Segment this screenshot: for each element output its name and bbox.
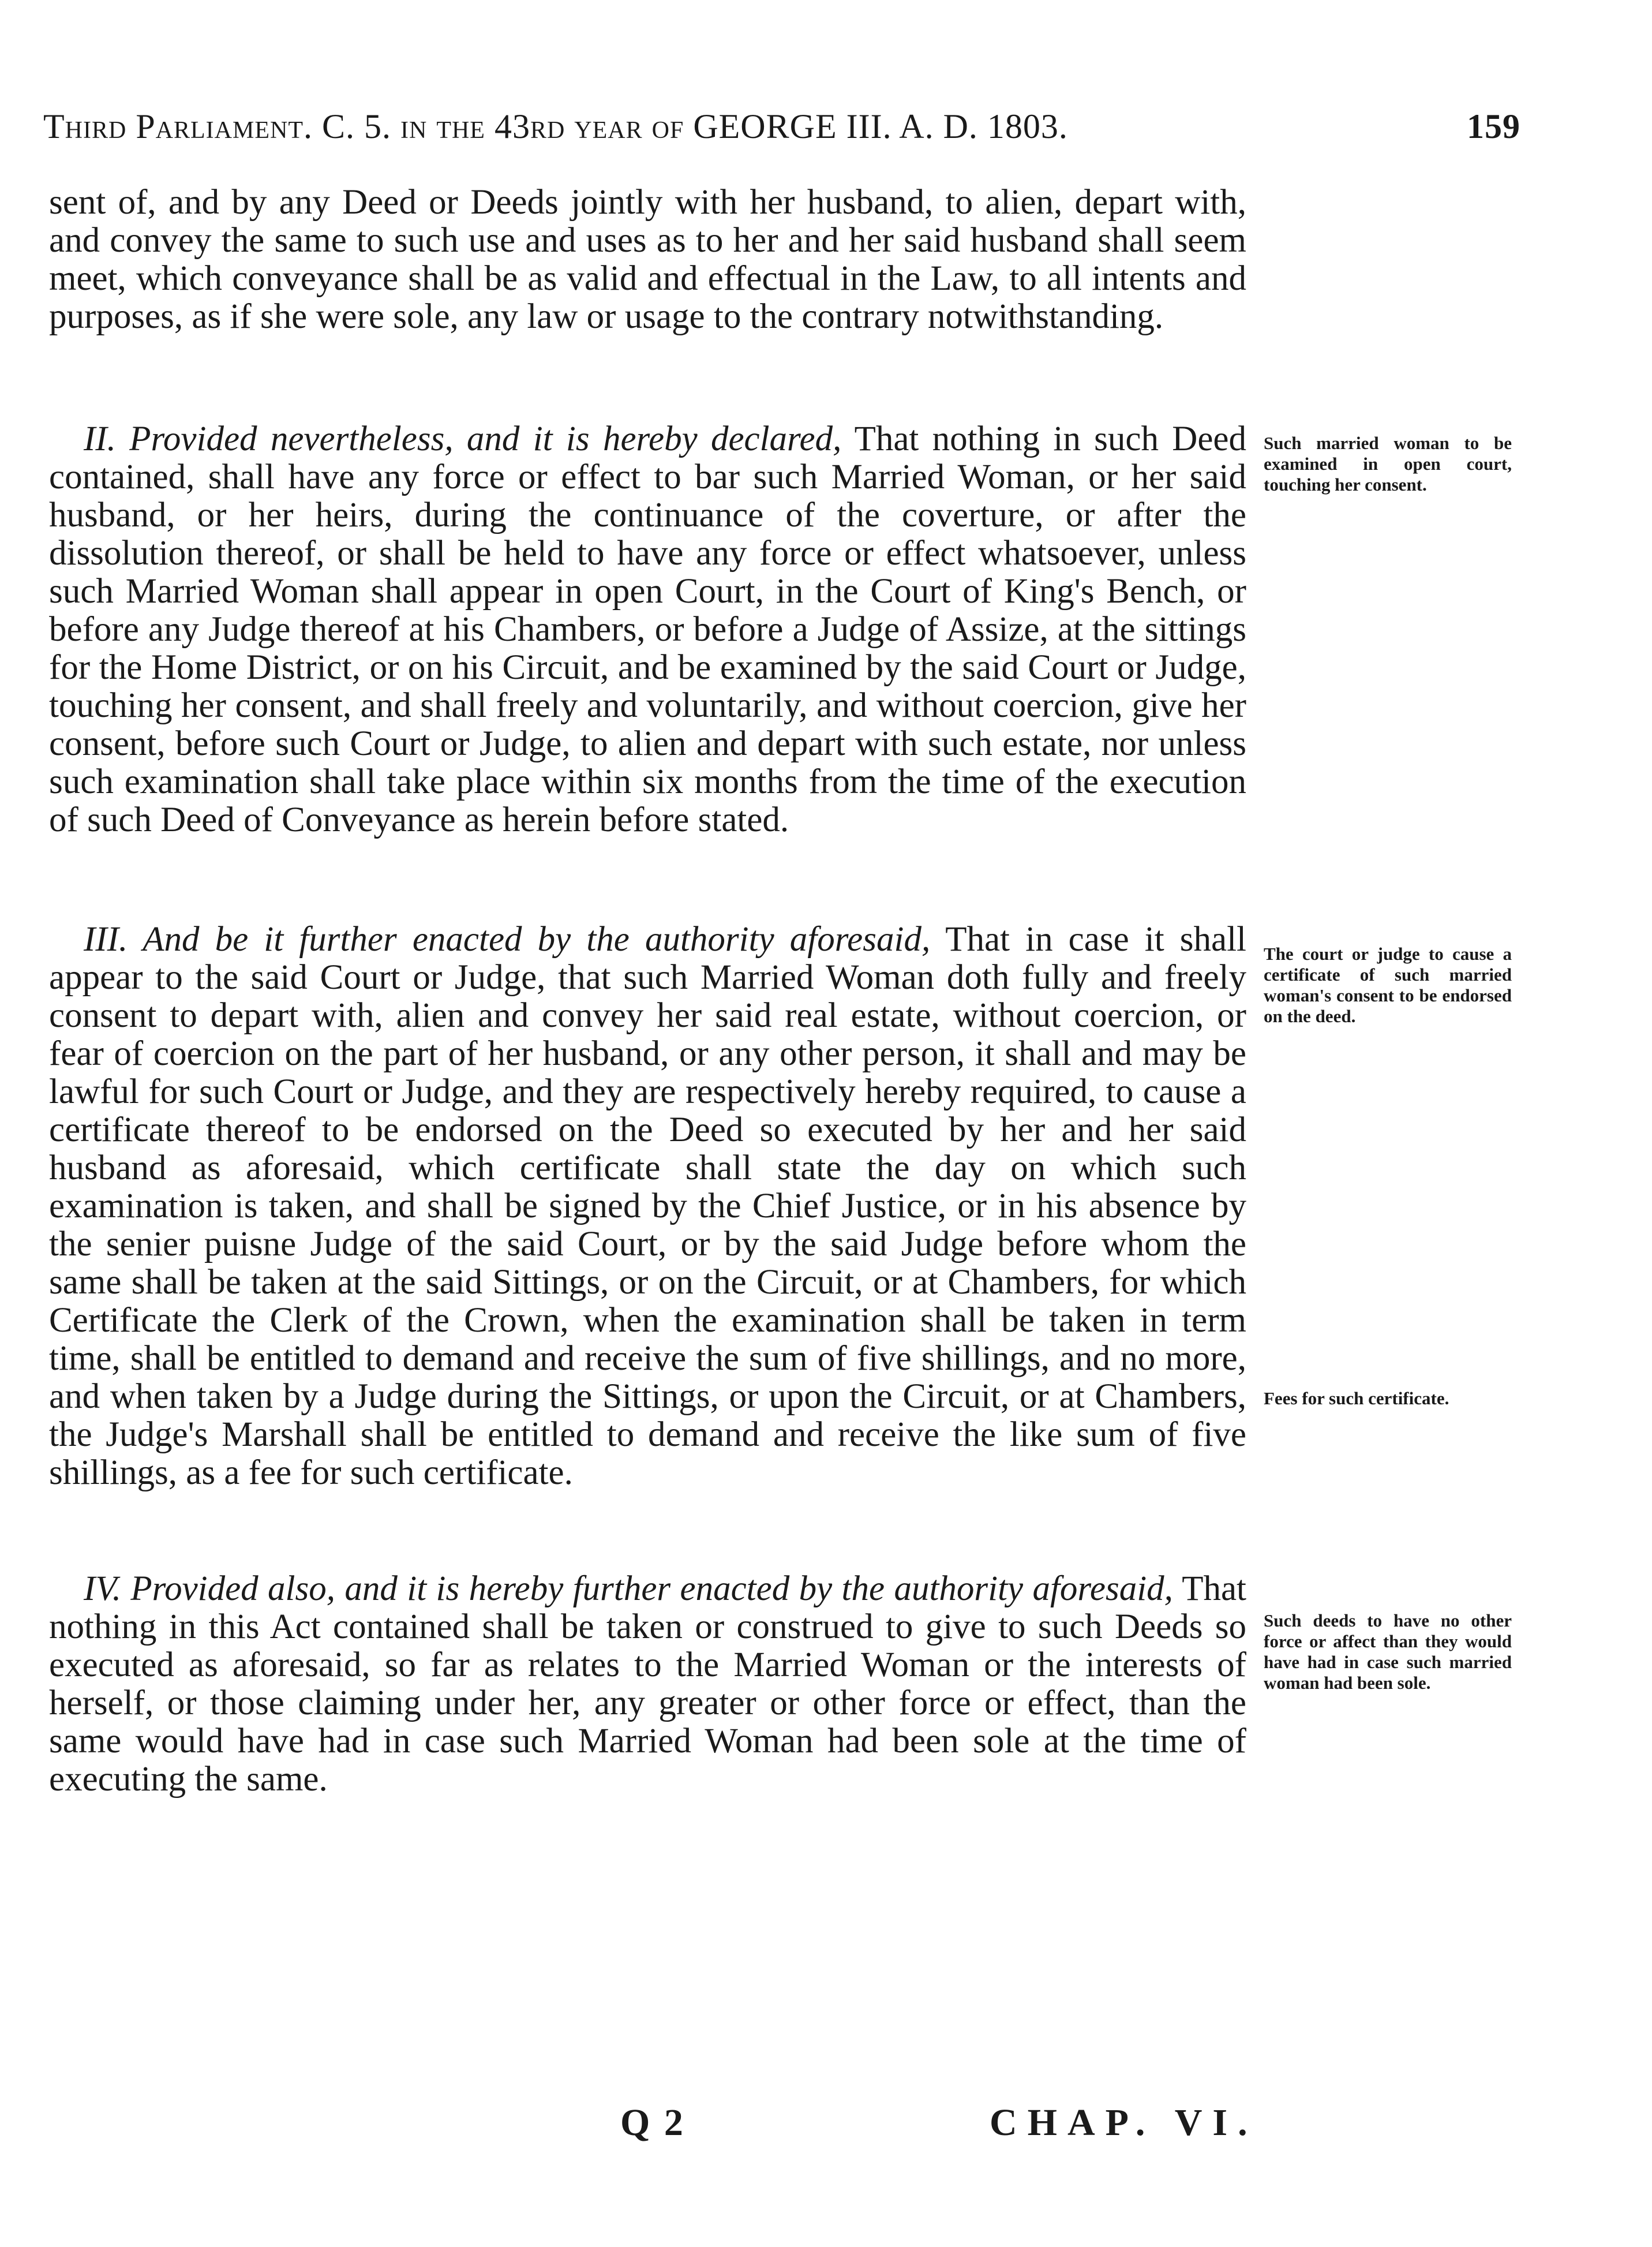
section-continuation [49,184,1246,388]
section-iv [49,1570,1246,1812]
page-header [43,107,1520,159]
margin-note: Such deeds to have no other force or affect than they would have had in case such married woman had been sole. [1264,1610,1512,1693]
section-ii [49,420,1246,888]
running-title: Third Parliament. C. 5. in the 43rd year of GEORGE III. A. D. 1803. [43,107,1068,145]
section-text: That nothing in this Act contained shall be taken or construed to give to such Deeds so executed as aforesaid, so far as relates to the Married Woman or the interests of herself, or those claiming under her, any greater or other force or effect, than the same would have had in case such Married Woman had been sole at the time of executing the same. [49,1569,1246,1799]
margin-note: The court or judge to cause a certificate of such married woman's consent to be endorsed on the deed. [1264,944,1512,1026]
page-number: 159 [1467,107,1520,145]
section-text: That nothing in such Deed contained, shall have any force or effect to bar such Married Woman, or her said husband, or her heirs, during the continuance of the coverture, or after the dissolution thereof, or shall be held to have any force or effect whatsoever, unless such Married Woman shall appear in open Court, in the Court of King's Bench, or before any Judge thereof at his Chambers, or before a Judge of Assize, at the sittings for the Home District, or on his Circuit, and be examined by the said Court or Judge, touching her consent, and shall freely and voluntarily, and without coercion, give her consent, before such Court or Judge, to alien and depart with such estate, nor unless such examination shall take place within six months from the time of the execution of such Deed of Conveyance as herein before stated. [49,420,1246,839]
section-lead: IV. Provided also, and it is hereby further enacted by the authority aforesaid, [84,1569,1173,1608]
section-lead: III. And be it further enacted by the authority aforesaid, [84,920,931,959]
section-text: That in case it shall appear to the said Court or Judge, that such Married Woman doth fully and freely consent to depart with, alien and convey her said real estate, without coercion, or fear of coercion on the part of her husband, or any other person, it shall and may be lawful for such Court or Judge, and they are respectively hereby required, to cause a certificate thereof to be endorsed on the Deed so executed by her and her said husband as aforesaid, which certificate shall state the day on which such examination is taken, and shall be signed by the Chief Justice, or in his absence by the senier puisne Judge of the said Court, or by the said Judge before whom the same shall be taken at the said Sittings, or on the Circuit, or at Chambers, for which Certificate the Clerk of the Crown, when the examination shall be taken in term time, shall be entitled to demand and receive the sum of five shillings, and no more, and when taken by a Judge during the Sittings, or upon the Circuit, or at Chambers, the Judge's Marshall shall be entitled to demand and receive the like sum of five shillings, as a fee for such certificate. [49,920,1246,1492]
section-iii [49,921,1246,1541]
section-text: sent of, and by any Deed or Deeds jointly with her husband, to alien, depart with, and convey the same to such use and uses as to her and her said husband shall seem meet, which conveyance shall be as valid and effectual in the Law, to all intents and purposes, as if she were sole, any law or usage to the contrary notwithstanding. [49,183,1246,336]
catchword: CHAP. VI. [990,2102,1258,2144]
section-lead: II. Provided nevertheless, and it is hereby declared, [84,420,842,458]
margin-note: Fees for such certificate. [1264,1388,1449,1408]
signature-mark: Q 2 [620,2102,685,2144]
margin-note: Such married woman to be examined in open court, touching her consent. [1264,433,1512,495]
